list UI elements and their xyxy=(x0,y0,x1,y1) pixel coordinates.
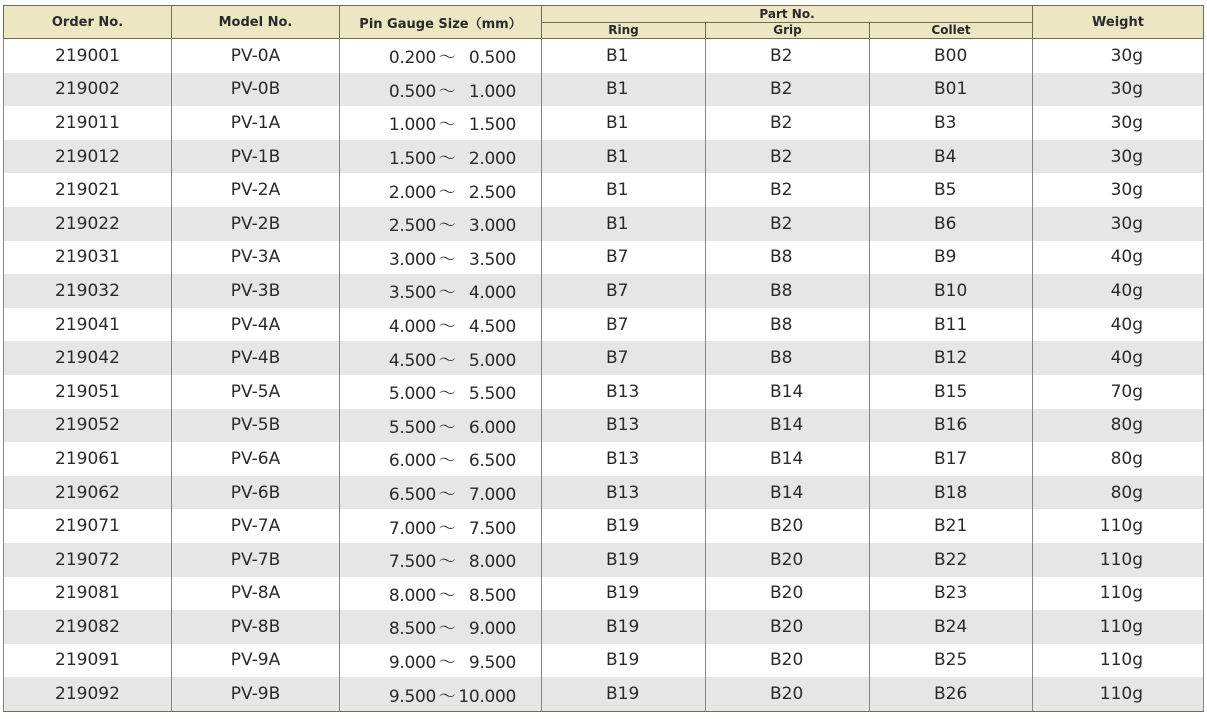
range-from: 4.000 xyxy=(388,317,436,338)
grip-part-cell: B20 xyxy=(706,577,870,611)
order-no-cell: 219092 xyxy=(4,677,172,711)
range-separator: ～ xyxy=(438,552,456,573)
collet-part-cell: B5 xyxy=(870,173,1033,207)
collet-part-cell: B24 xyxy=(870,610,1033,644)
ring-part-cell: B19 xyxy=(542,509,706,543)
order-no-cell: 219031 xyxy=(4,241,172,275)
weight-cell: 30g xyxy=(1033,207,1204,241)
range-to: 8.000 xyxy=(468,552,516,573)
pin-gauge-range-cell xyxy=(340,610,542,644)
order-no-cell: 219002 xyxy=(4,73,172,107)
table-row xyxy=(4,106,1204,140)
collet-part-cell: B3 xyxy=(870,106,1033,140)
range-from: 2.500 xyxy=(388,216,436,237)
ring-part-cell: B13 xyxy=(542,409,706,443)
weight-cell: 40g xyxy=(1033,241,1204,275)
table-row xyxy=(4,173,1204,207)
grip-part-cell: B20 xyxy=(706,509,870,543)
table-row xyxy=(4,577,1204,611)
table-row xyxy=(4,39,1204,73)
collet-part-cell: B6 xyxy=(870,207,1033,241)
pin-gauge-range-cell xyxy=(340,375,542,409)
order-no-cell: 219051 xyxy=(4,375,172,409)
pin-gauge-range-cell xyxy=(340,409,542,443)
weight-cell: 40g xyxy=(1033,274,1204,308)
ring-part-cell: B13 xyxy=(542,375,706,409)
range-separator: ～ xyxy=(438,384,456,405)
model-no-cell: PV-0A xyxy=(172,39,340,73)
collet-part-cell: B23 xyxy=(870,577,1033,611)
collet-part-cell: B16 xyxy=(870,409,1033,443)
header-part-no: Part No. xyxy=(542,6,1033,23)
collet-part-cell: B9 xyxy=(870,241,1033,275)
range-to: 7.000 xyxy=(468,485,516,506)
range-from: 2.000 xyxy=(388,182,436,203)
collet-part-cell: B11 xyxy=(870,308,1033,342)
table-row xyxy=(4,509,1204,543)
order-no-cell: 219021 xyxy=(4,173,172,207)
weight-cell: 30g xyxy=(1033,73,1204,107)
weight-cell: 110g xyxy=(1033,677,1204,711)
grip-part-cell: B14 xyxy=(706,476,870,510)
grip-part-cell: B14 xyxy=(706,409,870,443)
ring-part-cell: B7 xyxy=(542,241,706,275)
weight-cell: 110g xyxy=(1033,610,1204,644)
grip-part-cell: B8 xyxy=(706,241,870,275)
ring-part-cell: B19 xyxy=(542,644,706,678)
range-from: 1.000 xyxy=(388,115,436,136)
ring-part-cell: B7 xyxy=(542,274,706,308)
table-row xyxy=(4,476,1204,510)
pin-gauge-range-cell xyxy=(340,677,542,711)
range-from: 0.200 xyxy=(388,48,436,69)
header-grip: Grip xyxy=(706,23,870,39)
ring-part-cell: B19 xyxy=(542,610,706,644)
ring-part-cell: B1 xyxy=(542,173,706,207)
ring-part-cell: B1 xyxy=(542,106,706,140)
pin-gauge-range-cell xyxy=(340,644,542,678)
weight-cell: 110g xyxy=(1033,644,1204,678)
weight-cell: 40g xyxy=(1033,308,1204,342)
range-to: 7.500 xyxy=(468,518,516,539)
range-separator: ～ xyxy=(438,216,456,237)
table-row xyxy=(4,73,1204,107)
weight-cell: 30g xyxy=(1033,106,1204,140)
order-no-cell: 219061 xyxy=(4,442,172,476)
pin-gauge-range-cell xyxy=(340,543,542,577)
range-separator: ～ xyxy=(438,149,456,170)
grip-part-cell: B2 xyxy=(706,207,870,241)
range-separator: ～ xyxy=(438,249,456,270)
table-row xyxy=(4,241,1204,275)
table-body xyxy=(4,39,1204,712)
pin-gauge-range-cell xyxy=(340,207,542,241)
range-from: 5.000 xyxy=(388,384,436,405)
order-no-cell: 219001 xyxy=(4,39,172,73)
order-no-cell: 219022 xyxy=(4,207,172,241)
range-from: 7.500 xyxy=(388,552,436,573)
range-separator: ～ xyxy=(438,81,456,102)
table-row xyxy=(4,207,1204,241)
range-from: 1.500 xyxy=(388,149,436,170)
weight-cell: 30g xyxy=(1033,39,1204,73)
order-no-cell: 219082 xyxy=(4,610,172,644)
order-no-cell: 219091 xyxy=(4,644,172,678)
pin-gauge-range-cell xyxy=(340,140,542,174)
order-no-cell: 219032 xyxy=(4,274,172,308)
order-no-cell: 219052 xyxy=(4,409,172,443)
range-from: 9.000 xyxy=(388,652,436,673)
grip-part-cell: B2 xyxy=(706,173,870,207)
model-no-cell: PV-7A xyxy=(172,509,340,543)
ring-part-cell: B19 xyxy=(542,677,706,711)
model-no-cell: PV-2A xyxy=(172,173,340,207)
range-to: 5.500 xyxy=(468,384,516,405)
weight-cell: 110g xyxy=(1033,543,1204,577)
range-separator: ～ xyxy=(438,652,456,673)
order-no-cell: 219081 xyxy=(4,577,172,611)
range-separator: ～ xyxy=(438,115,456,136)
range-from: 3.000 xyxy=(388,249,436,270)
range-separator: ～ xyxy=(438,283,456,304)
ring-part-cell: B19 xyxy=(542,543,706,577)
range-to: 6.000 xyxy=(468,417,516,438)
range-from: 5.500 xyxy=(388,417,436,438)
pin-vise-spec-table xyxy=(3,5,1204,712)
model-no-cell: PV-1B xyxy=(172,140,340,174)
model-no-cell: PV-8B xyxy=(172,610,340,644)
range-from: 6.000 xyxy=(388,451,436,472)
table-row xyxy=(4,375,1204,409)
table-row xyxy=(4,341,1204,375)
pin-gauge-range-cell xyxy=(340,308,542,342)
range-to: 9.000 xyxy=(468,619,516,640)
pin-gauge-range-cell xyxy=(340,106,542,140)
range-to: 2.500 xyxy=(468,182,516,203)
model-no-cell: PV-5B xyxy=(172,409,340,443)
grip-part-cell: B20 xyxy=(706,543,870,577)
collet-part-cell: B25 xyxy=(870,644,1033,678)
ring-part-cell: B7 xyxy=(542,341,706,375)
grip-part-cell: B20 xyxy=(706,644,870,678)
collet-part-cell: B22 xyxy=(870,543,1033,577)
model-no-cell: PV-7B xyxy=(172,543,340,577)
range-to: 6.500 xyxy=(468,451,516,472)
range-from: 7.000 xyxy=(388,518,436,539)
model-no-cell: PV-5A xyxy=(172,375,340,409)
collet-part-cell: B15 xyxy=(870,375,1033,409)
range-to: 4.000 xyxy=(468,283,516,304)
ring-part-cell: B7 xyxy=(542,308,706,342)
grip-part-cell: B2 xyxy=(706,73,870,107)
weight-cell: 40g xyxy=(1033,341,1204,375)
grip-part-cell: B14 xyxy=(706,375,870,409)
header-pin-gauge-size: Pin Gauge Size（mm） xyxy=(340,6,542,39)
range-to: 10.000 xyxy=(458,686,516,707)
pin-gauge-range-cell xyxy=(340,442,542,476)
grip-part-cell: B20 xyxy=(706,610,870,644)
order-no-cell: 219071 xyxy=(4,509,172,543)
weight-cell: 80g xyxy=(1033,442,1204,476)
pin-gauge-range-cell xyxy=(340,341,542,375)
weight-cell: 70g xyxy=(1033,375,1204,409)
model-no-cell: PV-1A xyxy=(172,106,340,140)
model-no-cell: PV-9B xyxy=(172,677,340,711)
range-to: 1.500 xyxy=(468,115,516,136)
range-separator: ～ xyxy=(438,451,456,472)
weight-cell: 80g xyxy=(1033,409,1204,443)
grip-part-cell: B8 xyxy=(706,274,870,308)
ring-part-cell: B13 xyxy=(542,476,706,510)
order-no-cell: 219011 xyxy=(4,106,172,140)
range-to: 3.500 xyxy=(468,249,516,270)
collet-part-cell: B17 xyxy=(870,442,1033,476)
header-weight: Weight xyxy=(1033,6,1204,39)
range-from: 8.000 xyxy=(388,585,436,606)
model-no-cell: PV-6A xyxy=(172,442,340,476)
order-no-cell: 219072 xyxy=(4,543,172,577)
table-row xyxy=(4,409,1204,443)
range-separator: ～ xyxy=(438,619,456,640)
range-separator: ～ xyxy=(438,686,456,707)
range-from: 6.500 xyxy=(388,485,436,506)
collet-part-cell: B00 xyxy=(870,39,1033,73)
range-separator: ～ xyxy=(438,317,456,338)
model-no-cell: PV-0B xyxy=(172,73,340,107)
table-header xyxy=(4,6,1204,39)
ring-part-cell: B1 xyxy=(542,140,706,174)
order-no-cell: 219062 xyxy=(4,476,172,510)
model-no-cell: PV-4B xyxy=(172,341,340,375)
collet-part-cell: B10 xyxy=(870,274,1033,308)
table-row xyxy=(4,543,1204,577)
grip-part-cell: B2 xyxy=(706,39,870,73)
table-row xyxy=(4,140,1204,174)
ring-part-cell: B1 xyxy=(542,73,706,107)
collet-part-cell: B21 xyxy=(870,509,1033,543)
range-to: 2.000 xyxy=(468,149,516,170)
pin-gauge-range-cell xyxy=(340,241,542,275)
pin-gauge-range-cell xyxy=(340,476,542,510)
collet-part-cell: B4 xyxy=(870,140,1033,174)
table-row xyxy=(4,274,1204,308)
collet-part-cell: B01 xyxy=(870,73,1033,107)
header-model-no: Model No. xyxy=(172,6,340,39)
range-to: 5.000 xyxy=(468,350,516,371)
header-order-no: Order No. xyxy=(4,6,172,39)
order-no-cell: 219042 xyxy=(4,341,172,375)
grip-part-cell: B2 xyxy=(706,106,870,140)
weight-cell: 30g xyxy=(1033,173,1204,207)
range-from: 9.500 xyxy=(388,686,436,707)
collet-part-cell: B18 xyxy=(870,476,1033,510)
order-no-cell: 219012 xyxy=(4,140,172,174)
grip-part-cell: B20 xyxy=(706,677,870,711)
header-ring: Ring xyxy=(542,23,706,39)
collet-part-cell: B26 xyxy=(870,677,1033,711)
range-to: 9.500 xyxy=(468,652,516,673)
pin-gauge-range-cell xyxy=(340,173,542,207)
model-no-cell: PV-4A xyxy=(172,308,340,342)
range-from: 0.500 xyxy=(388,81,436,102)
range-from: 4.500 xyxy=(388,350,436,371)
model-no-cell: PV-2B xyxy=(172,207,340,241)
ring-part-cell: B1 xyxy=(542,207,706,241)
ring-part-cell: B1 xyxy=(542,39,706,73)
range-from: 8.500 xyxy=(388,619,436,640)
grip-part-cell: B14 xyxy=(706,442,870,476)
pin-gauge-range-cell xyxy=(340,73,542,107)
table-row xyxy=(4,442,1204,476)
pin-gauge-range-cell xyxy=(340,39,542,73)
header-collet: Collet xyxy=(870,23,1033,39)
grip-part-cell: B2 xyxy=(706,140,870,174)
ring-part-cell: B13 xyxy=(542,442,706,476)
range-separator: ～ xyxy=(438,485,456,506)
model-no-cell: PV-3B xyxy=(172,274,340,308)
order-no-cell: 219041 xyxy=(4,308,172,342)
table-row xyxy=(4,308,1204,342)
weight-cell: 110g xyxy=(1033,509,1204,543)
table-row xyxy=(4,677,1204,711)
range-separator: ～ xyxy=(438,48,456,69)
model-no-cell: PV-6B xyxy=(172,476,340,510)
table-row xyxy=(4,610,1204,644)
range-separator: ～ xyxy=(438,350,456,371)
spec-table-container xyxy=(3,5,1203,712)
range-to: 1.000 xyxy=(468,81,516,102)
model-no-cell: PV-8A xyxy=(172,577,340,611)
range-separator: ～ xyxy=(438,417,456,438)
range-separator: ～ xyxy=(438,182,456,203)
pin-gauge-range-cell xyxy=(340,577,542,611)
range-from: 3.500 xyxy=(388,283,436,304)
model-no-cell: PV-9A xyxy=(172,644,340,678)
grip-part-cell: B8 xyxy=(706,341,870,375)
range-separator: ～ xyxy=(438,518,456,539)
pin-gauge-range-cell xyxy=(340,274,542,308)
weight-cell: 80g xyxy=(1033,476,1204,510)
range-to: 0.500 xyxy=(468,48,516,69)
range-to: 3.000 xyxy=(468,216,516,237)
weight-cell: 110g xyxy=(1033,577,1204,611)
range-to: 4.500 xyxy=(468,317,516,338)
grip-part-cell: B8 xyxy=(706,308,870,342)
model-no-cell: PV-3A xyxy=(172,241,340,275)
pin-gauge-range-cell xyxy=(340,509,542,543)
weight-cell: 30g xyxy=(1033,140,1204,174)
range-separator: ～ xyxy=(438,585,456,606)
collet-part-cell: B12 xyxy=(870,341,1033,375)
ring-part-cell: B19 xyxy=(542,577,706,611)
range-to: 8.500 xyxy=(468,585,516,606)
table-row xyxy=(4,644,1204,678)
